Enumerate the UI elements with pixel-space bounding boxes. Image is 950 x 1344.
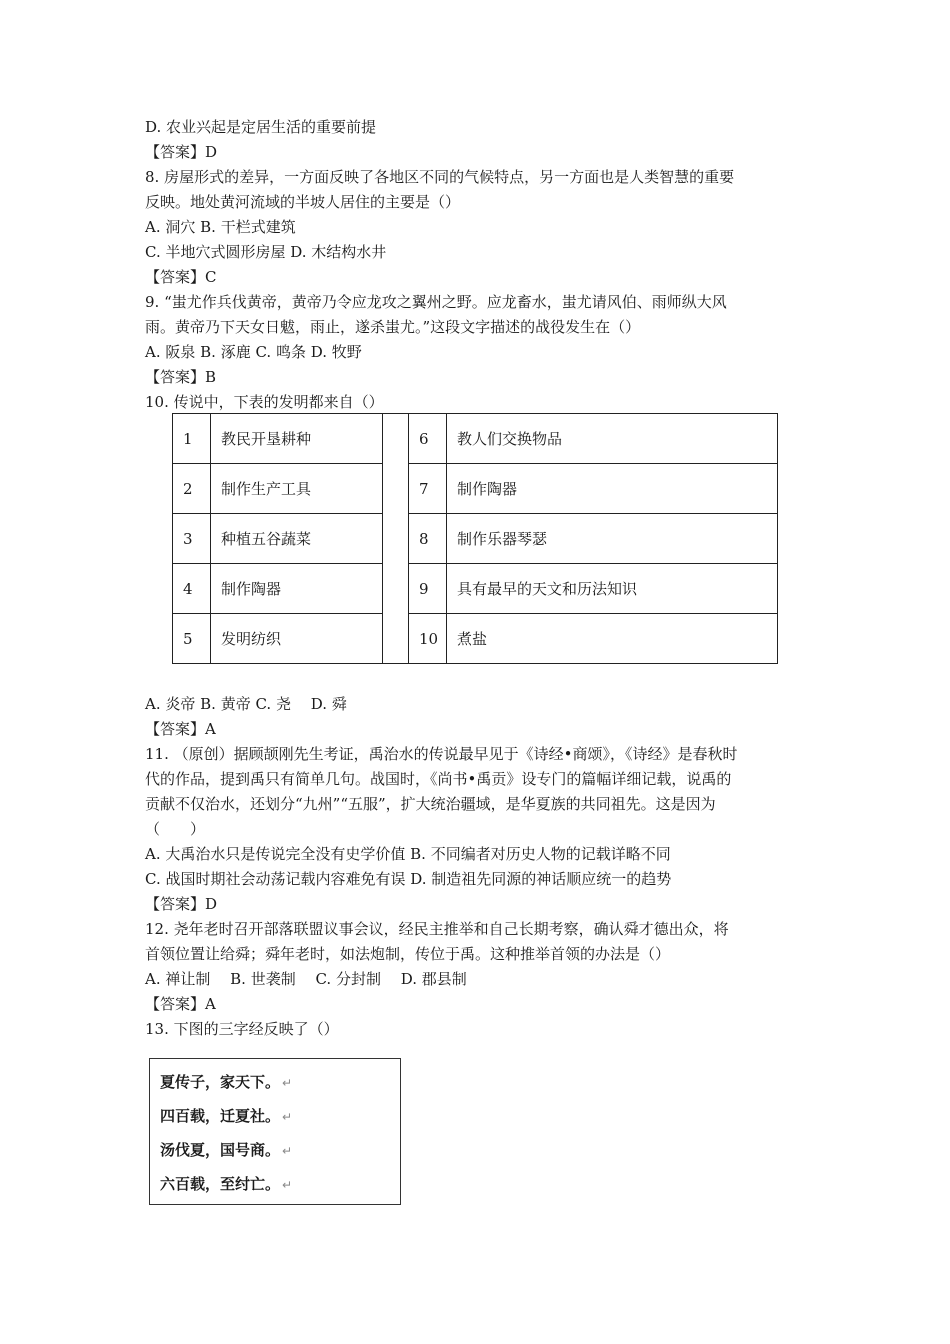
table-row — [173, 514, 383, 564]
table-cell-text: 制作生产工具 — [211, 464, 383, 514]
table-cell-text: 教民开垦耕种 — [211, 414, 383, 464]
return-mark-icon: ↵ — [282, 1076, 293, 1090]
q8-answer: 【答案】C — [145, 268, 217, 286]
table-gap-column — [382, 413, 409, 664]
table-cell-text: 制作陶器 — [211, 564, 383, 614]
sanzijing-line — [160, 1071, 292, 1092]
q10-answer: 【答案】A — [145, 720, 216, 738]
return-mark-icon: ↵ — [282, 1110, 293, 1124]
table-cell-number: 5 — [173, 614, 211, 664]
table-row — [173, 564, 383, 614]
table-cell-number: 3 — [173, 514, 211, 564]
option-d-prev: D. 农业兴起是定居生活的重要前提 — [145, 118, 377, 136]
table-cell-number: 1 — [173, 414, 211, 464]
table-cell-text: 教人们交换物品 — [447, 414, 778, 464]
table-cell-text: 制作乐器琴瑟 — [447, 514, 778, 564]
table-row — [409, 514, 778, 564]
sanzijing-text: 夏传子，家天下。 — [160, 1073, 281, 1091]
q12-options: A. 禅让制 B. 世袭制 C. 分封制 D. 郡县制 — [145, 970, 467, 988]
q13-stem: 13. 下图的三字经反映了（） — [145, 1020, 339, 1038]
q10-options: A. 炎帝 B. 黄帝 C. 尧 D. 舜 — [145, 695, 347, 713]
sanzijing-text: 六百载，至纣亡。 — [160, 1175, 281, 1193]
sanzijing-line — [160, 1173, 292, 1194]
q8-options-cd: C. 半地穴式圆形房屋 D. 木结构水井 — [145, 243, 387, 261]
q11-options-ab: A. 大禹治水只是传说完全没有史学价值 B. 不同编者对历史人物的记载详略不同 — [145, 845, 671, 863]
table-cell-number: 10 — [409, 614, 447, 664]
table-cell-number: 2 — [173, 464, 211, 514]
sanzijing-text: 四百载，迁夏社。 — [160, 1107, 281, 1125]
table-cell-text: 种植五谷蔬菜 — [211, 514, 383, 564]
q11-stem-line4: （ ） — [145, 820, 206, 838]
table-cell-text: 制作陶器 — [447, 464, 778, 514]
table-cell-text: 具有最早的天文和历法知识 — [447, 564, 778, 614]
q10-stem: 10. 传说中，下表的发明都来自（） — [145, 393, 384, 411]
q12-answer: 【答案】A — [145, 995, 216, 1013]
sanzijing-text: 汤伐夏，国号商。 — [160, 1141, 281, 1159]
table-cell-text: 发明纺织 — [211, 614, 383, 664]
q9-answer: 【答案】B — [145, 368, 217, 386]
q11-options-cd: C. 战国时期社会动荡记载内容难免有误 D. 制造祖先同源的神话顺应统一的趋势 — [145, 870, 672, 888]
sanzijing-box — [149, 1058, 401, 1205]
q11-stem-line1: 11. （原创）据顾颉刚先生考证，禹治水的传说最早见于《诗经•商颂》，《诗经》是春秋时 — [145, 745, 738, 763]
table-cell-number: 4 — [173, 564, 211, 614]
q8-options-ab: A. 洞穴 B. 干栏式建筑 — [145, 218, 296, 236]
sanzijing-line — [160, 1105, 292, 1126]
q8-stem-line2: 反映。地处黄河流域的半坡人居住的主要是（） — [145, 193, 461, 211]
sanzijing-line — [160, 1139, 292, 1160]
table-row — [173, 614, 383, 664]
table-cell-number: 8 — [409, 514, 447, 564]
inventions-table-left — [172, 413, 383, 664]
inventions-table-right — [408, 413, 778, 664]
q8-stem-line1: 8. 房屋形式的差异，一方面反映了各地区不同的气候特点，另一方面也是人类智慧的重要 — [145, 168, 735, 186]
table-cell-number: 9 — [409, 564, 447, 614]
q9-stem-line1: 9. “蚩尤作兵伐黄帝，黄帝乃令应龙攻之翼州之野。应龙畜水，蚩尤请风伯、雨师纵大风 — [145, 293, 727, 311]
table-row — [173, 464, 383, 514]
q11-answer: 【答案】D — [145, 895, 218, 913]
inventions-table-area — [145, 398, 785, 668]
table-row — [173, 414, 383, 464]
table-cell-number: 7 — [409, 464, 447, 514]
table-row — [409, 614, 778, 664]
table-row — [409, 564, 778, 614]
table-cell-number: 6 — [409, 414, 447, 464]
q12-stem-line1: 12. 尧年老时召开部落联盟议事会议，经民主推举和自己长期考察，确认舜才德出众，将 — [145, 920, 729, 938]
return-mark-icon: ↵ — [282, 1178, 293, 1192]
table-row — [409, 414, 778, 464]
q9-stem-line2: 雨。黄帝乃下天女日魃，雨止，遂杀蚩尤。”这段文字描述的战役发生在（） — [145, 318, 641, 336]
q9-options: A. 阪泉 B. 涿鹿 C. 鸣条 D. 牧野 — [145, 343, 362, 361]
answer-prev: 【答案】D — [145, 143, 218, 161]
table-cell-text: 煮盐 — [447, 614, 778, 664]
return-mark-icon: ↵ — [282, 1144, 293, 1158]
q11-stem-line2: 代的作品，提到禹只有简单几句。战国时，《尚书•禹贡》设专门的篇幅详细记载，说禹的 — [145, 770, 732, 788]
q11-stem-line3: 贡献不仅治水，还划分“九州”“五服”，扩大统治疆域，是华夏族的共同祖先。这是因为 — [145, 795, 716, 813]
q12-stem-line2: 首领位置让给舜；舜年老时，如法炮制，传位于禹。这种推举首领的办法是（） — [145, 945, 671, 963]
table-row — [409, 464, 778, 514]
